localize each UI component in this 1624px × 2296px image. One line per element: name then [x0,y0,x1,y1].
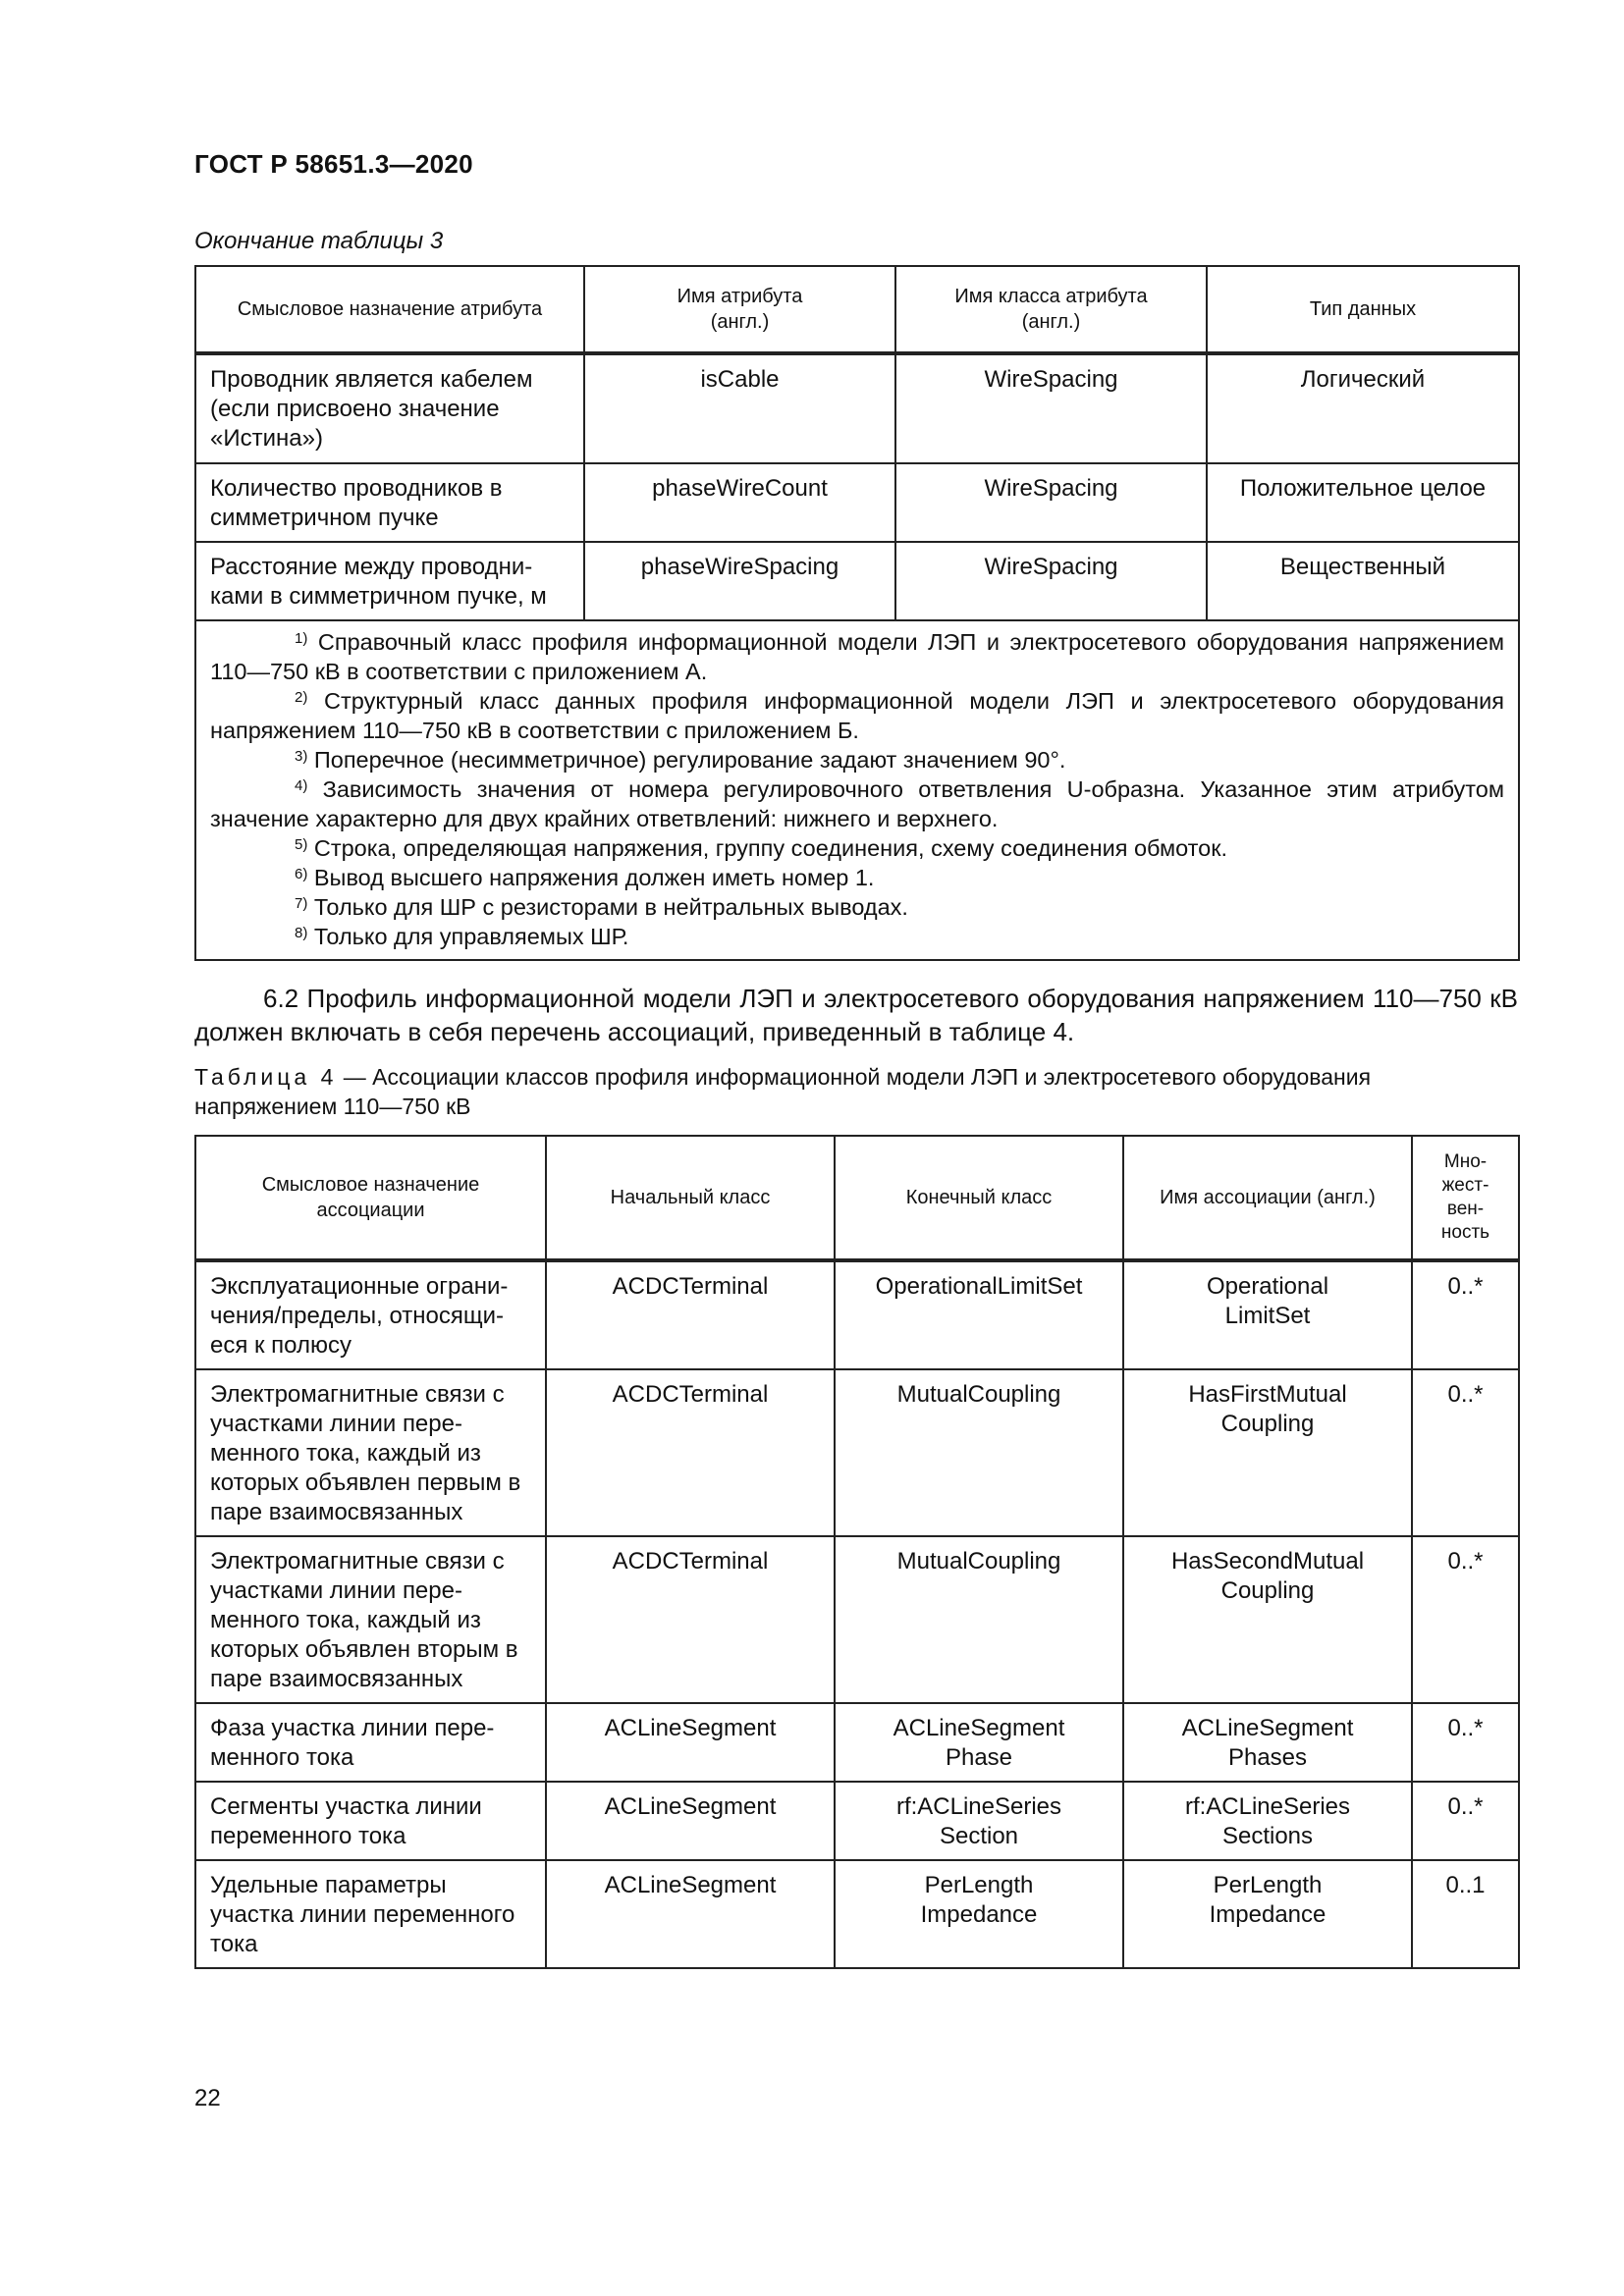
table-row [195,1782,1519,1860]
table-cell: PerLength Impedance [1123,1860,1412,1968]
table-cell: Количество проводников в симметричном пучке [195,463,584,542]
table3-col-attr-name: Имя атрибута (англ.) [584,266,895,353]
table3-col-attr-class: Имя класса атрибута (англ.) [895,266,1207,353]
table-cell: WireSpacing [895,463,1207,542]
table3-col-datatype: Тип данных [1207,266,1519,353]
table4-col-meaning: Смысловое назначение ассоциации [195,1136,546,1260]
section-paragraph-6-2: 6.2 Профиль информационной модели ЛЭП и электросетевого оборудования напряжением 110—750 кВ должен включать в себя перечень ассоциаций, приведенный в таблице 4. [194,984,1518,1046]
table3-notes-row [195,620,1519,960]
table-row [195,353,1519,463]
table-row [195,1260,1519,1369]
table4-caption-text: — Ассоциации классов профиля информационной модели ЛЭП и электросетевого оборудования напряжением 110—750 кВ [194,1064,1372,1119]
table-cell: ACLineSegment [546,1703,835,1782]
table4 [194,1135,1520,1969]
table-cell: 0..* [1412,1782,1519,1860]
table-row [195,463,1519,542]
table-cell: ACLineSegment [546,1860,835,1968]
table3-continuation-caption: Окончание таблицы 3 [194,228,444,254]
footnote: $^{4)}$ Зависимость значения от номера регулировочного ответвления U-образна. Указанное этим атрибутом значение характерно для двух крайних ответвлений: нижнего и верхнего. [210,776,1504,831]
table-row [195,1369,1519,1536]
table-row [195,1860,1519,1968]
footnote: $^{5)}$ Строка, определяющая напряжения, группу соединения, схему соединения обмоток. [295,835,1228,861]
footnote: $^{8)}$ Только для управляемых ШР. [295,924,629,949]
table-cell: 0..* [1412,1369,1519,1536]
table-cell: Электромагнитные связи с участками линии переменного тока, каждый из которых объявлен первым в паре взаимосвязанных [195,1369,546,1536]
footnote: $^{6)}$ Вывод высшего напряжения должен иметь номер 1. [295,865,875,890]
table-cell: Положительное целое [1207,463,1519,542]
table4-caption-label: Таблица 4 [194,1064,338,1090]
table4-col-assoc-name: Имя ассоциации (англ.) [1123,1136,1412,1260]
table-cell: rf:ACLineSeries Sections [1123,1782,1412,1860]
table-cell: Логический [1207,353,1519,463]
table-cell: phaseWireSpacing [584,542,895,620]
table-row [195,542,1519,620]
table-cell: ACLineSegment Phases [1123,1703,1412,1782]
table-cell: 0..* [1412,1260,1519,1369]
table-cell: ACLineSegment Phase [835,1703,1123,1782]
footnote: $^{2)}$ Структурный класс данных профиля информационной модели ЛЭП и электросетевого оборудования напряжением 110—750 кВ в соответствии с приложением Б. [210,688,1505,743]
footnote: $^{1)}$ Справочный класс профиля информационной модели ЛЭП и электросетевого оборудования напряжением 110—750 кВ в соответствии с приложением А. [210,629,1504,684]
table-cell: Электромагнитные связи с участками линии переменного тока, каждый из которых объявлен вторым в паре взаимосвязанных [195,1536,546,1703]
table-cell: isCable [584,353,895,463]
table-cell: Вещественный [1207,542,1519,620]
table-cell: Сегменты участка линии переменного тока [195,1782,546,1860]
table3 [194,265,1520,961]
table-cell: WireSpacing [895,542,1207,620]
table-cell: OperationalLimitSet [835,1260,1123,1369]
table-cell: PerLength Impedance [835,1860,1123,1968]
table-cell: WireSpacing [895,353,1207,463]
table-cell: phaseWireCount [584,463,895,542]
table3-header-row [195,266,1519,353]
table-cell: HasSecondMutual Coupling [1123,1536,1412,1703]
table4-caption [194,1062,1518,1121]
table3-col-meaning: Смысловое назначение атрибута [195,266,584,353]
footnote: $^{7)}$ Только для ШР с резисторами в нейтральных выводах. [295,894,908,920]
table-cell: Проводник является кабелем (если присвоено значение «Истина») [195,353,584,463]
table4-col-multiplicity: Мно- жест- вен- ность [1412,1136,1519,1260]
table-cell: 0..1 [1412,1860,1519,1968]
table4-header-row [195,1136,1519,1260]
table-cell: Operational LimitSet [1123,1260,1412,1369]
document-code: ГОСТ Р 58651.3—2020 [194,149,473,179]
table-cell: ACDCTerminal [546,1260,835,1369]
table4-col-start-class: Начальный класс [546,1136,835,1260]
table-cell: ACDCTerminal [546,1369,835,1536]
table-cell: Удельные параметры участка линии переменного тока [195,1860,546,1968]
table-cell: Фаза участка линии переменного тока [195,1703,546,1782]
table-cell: MutualCoupling [835,1369,1123,1536]
table4-col-end-class: Конечный класс [835,1136,1123,1260]
table-cell: 0..* [1412,1536,1519,1703]
table-cell: MutualCoupling [835,1536,1123,1703]
table-cell: HasFirstMutual Coupling [1123,1369,1412,1536]
table-cell: rf:ACLineSeries Section [835,1782,1123,1860]
table-cell: ACLineSegment [546,1782,835,1860]
page-number: 22 [194,2085,221,2111]
table-cell: ACDCTerminal [546,1536,835,1703]
table-cell: Расстояние между проводниками в симметричном пучке, м [195,542,584,620]
table-cell: 0..* [1412,1703,1519,1782]
table3-notes [195,620,1519,960]
table-row [195,1703,1519,1782]
footnote: $^{3)}$ Поперечное (несимметричное) регулирование задают значением 90°. [295,747,1066,773]
table-cell: Эксплуатационные ограничения/пределы, относящиеся к полюсу [195,1260,546,1369]
table-row [195,1536,1519,1703]
